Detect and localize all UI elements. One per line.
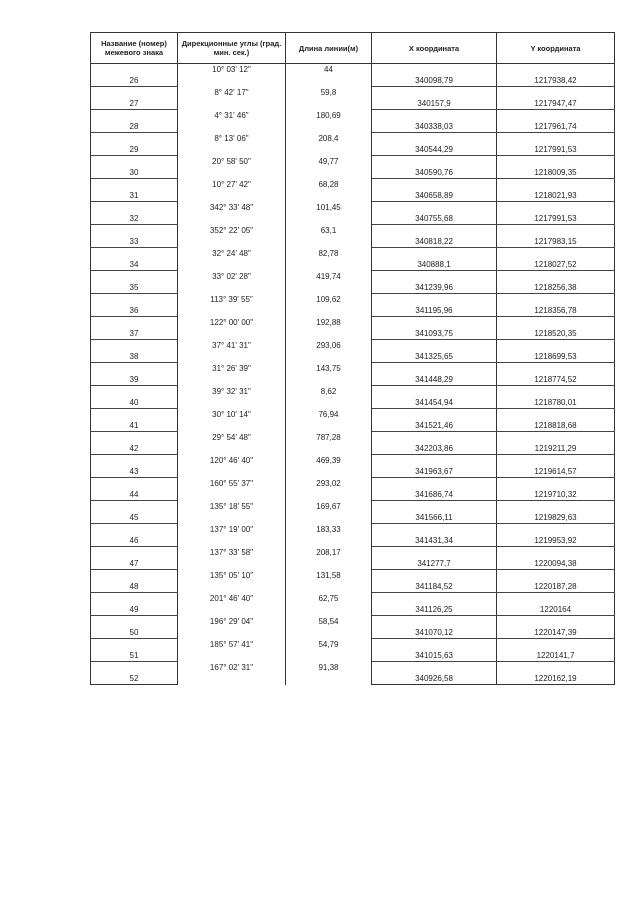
point-row <box>91 144 615 156</box>
direction-angle: 196° 29' 04" <box>178 616 286 628</box>
y-coordinate: 1220094,38 <box>497 558 615 570</box>
segment-row <box>91 271 615 283</box>
marker-name: 41 <box>91 420 178 432</box>
y-coordinate: 1219211,29 <box>497 443 615 455</box>
line-length: 62,75 <box>286 593 372 605</box>
direction-angle: 37° 41' 31" <box>178 340 286 352</box>
x-coordinate: 341566,11 <box>372 512 497 524</box>
point-row <box>91 627 615 639</box>
segment-row <box>91 156 615 168</box>
y-coordinate: 1218818,68 <box>497 420 615 432</box>
point-row <box>91 305 615 317</box>
line-length: 183,33 <box>286 524 372 536</box>
x-coordinate: 340818,22 <box>372 236 497 248</box>
line-length: 58,54 <box>286 616 372 628</box>
x-coordinate: 341521,46 <box>372 420 497 432</box>
direction-angle: 8° 42' 17" <box>178 87 286 99</box>
segment-row <box>91 248 615 260</box>
x-coordinate: 341325,65 <box>372 351 497 363</box>
y-coordinate: 1218009,35 <box>497 167 615 179</box>
y-coordinate: 1219829,63 <box>497 512 615 524</box>
x-coordinate: 341277,7 <box>372 558 497 570</box>
y-coordinate: 1219614,57 <box>497 466 615 478</box>
y-coordinate: 1217961,74 <box>497 121 615 133</box>
y-coordinate: 1218021,93 <box>497 190 615 202</box>
direction-angle: 113° 39' 55" <box>178 294 286 306</box>
point-row <box>91 581 615 593</box>
marker-name: 31 <box>91 190 178 202</box>
direction-angle: 32° 24' 48" <box>178 248 286 260</box>
y-coordinate: 1220164 <box>497 604 615 616</box>
y-coordinate: 1218699,53 <box>497 351 615 363</box>
segment-row <box>91 294 615 306</box>
line-length: 143,75 <box>286 363 372 375</box>
marker-name: 32 <box>91 213 178 225</box>
x-coordinate: 341184,52 <box>372 581 497 593</box>
direction-angle: 201° 46' 40" <box>178 593 286 605</box>
segment-row <box>91 87 615 99</box>
point-row <box>91 535 615 547</box>
marker-name: 35 <box>91 282 178 294</box>
segment-row <box>91 409 615 421</box>
y-coordinate: 1217938,42 <box>497 75 615 87</box>
line-length: 169,67 <box>286 501 372 513</box>
point-row <box>91 420 615 432</box>
x-coordinate: 340544,29 <box>372 144 497 156</box>
point-row <box>91 213 615 225</box>
segment-row <box>91 570 615 582</box>
direction-angle: 33° 02' 28" <box>178 271 286 283</box>
y-coordinate: 1220162,19 <box>497 673 615 685</box>
direction-angle: 137° 19' 00" <box>178 524 286 536</box>
line-length: 44 <box>286 64 372 76</box>
segment-row <box>91 386 615 398</box>
segment-row <box>91 432 615 444</box>
point-row <box>91 443 615 455</box>
marker-name: 27 <box>91 98 178 110</box>
marker-name: 39 <box>91 374 178 386</box>
y-coordinate: 1218520,35 <box>497 328 615 340</box>
y-coordinate: 1220147,39 <box>497 627 615 639</box>
y-coordinate: 1217991,53 <box>497 213 615 225</box>
marker-name: 38 <box>91 351 178 363</box>
line-length: 59,8 <box>286 87 372 99</box>
direction-angle: 39° 32' 31" <box>178 386 286 398</box>
line-length: 54,79 <box>286 639 372 651</box>
line-length: 109,62 <box>286 294 372 306</box>
x-coordinate: 340926,58 <box>372 673 497 685</box>
segment-row <box>91 593 615 605</box>
segment-row <box>91 317 615 329</box>
direction-angle: 4° 31' 46" <box>178 110 286 122</box>
marker-name: 30 <box>91 167 178 179</box>
point-row <box>91 75 615 87</box>
direction-angle: 29° 54' 48" <box>178 432 286 444</box>
point-row <box>91 604 615 616</box>
marker-name: 26 <box>91 75 178 87</box>
point-row <box>91 259 615 271</box>
line-length: 208,17 <box>286 547 372 559</box>
header-y-coordinate: Y координата <box>497 33 615 64</box>
x-coordinate: 341093,75 <box>372 328 497 340</box>
marker-name: 51 <box>91 650 178 662</box>
segment-row <box>91 64 615 76</box>
point-row <box>91 397 615 409</box>
direction-angle: 342° 33' 48" <box>178 202 286 214</box>
direction-angle: 137° 33' 58" <box>178 547 286 559</box>
line-length: 419,74 <box>286 271 372 283</box>
marker-name: 48 <box>91 581 178 593</box>
x-coordinate: 340098,79 <box>372 75 497 87</box>
direction-angle: 8° 13' 06" <box>178 133 286 145</box>
x-coordinate: 340338,03 <box>372 121 497 133</box>
marker-name: 36 <box>91 305 178 317</box>
line-length: 131,58 <box>286 570 372 582</box>
direction-angle: 122° 00' 00" <box>178 317 286 329</box>
point-row <box>91 512 615 524</box>
y-coordinate: 1220187,28 <box>497 581 615 593</box>
line-length: 91,38 <box>286 662 372 674</box>
point-row <box>91 121 615 133</box>
marker-name: 29 <box>91 144 178 156</box>
segment-row <box>91 363 615 375</box>
line-length: 469,39 <box>286 455 372 467</box>
marker-name: 44 <box>91 489 178 501</box>
point-row <box>91 374 615 386</box>
x-coordinate: 340590,76 <box>372 167 497 179</box>
direction-angle: 160° 55' 37" <box>178 478 286 490</box>
header-x-coordinate: X координата <box>372 33 497 64</box>
y-coordinate: 1218774,52 <box>497 374 615 386</box>
y-coordinate: 1217947,47 <box>497 98 615 110</box>
marker-name: 33 <box>91 236 178 248</box>
point-row <box>91 190 615 202</box>
y-coordinate: 1218256,38 <box>497 282 615 294</box>
line-length: 293,06 <box>286 340 372 352</box>
segment-row <box>91 133 615 145</box>
direction-angle: 120° 46' 40" <box>178 455 286 467</box>
marker-name: 34 <box>91 259 178 271</box>
marker-name: 49 <box>91 604 178 616</box>
direction-angle: 135° 18' 55" <box>178 501 286 513</box>
segment-row <box>91 547 615 559</box>
segment-row <box>91 501 615 513</box>
direction-angle: 31° 26' 39" <box>178 363 286 375</box>
marker-name: 50 <box>91 627 178 639</box>
x-coordinate: 340888,1 <box>372 259 497 271</box>
y-coordinate: 1220141,7 <box>497 650 615 662</box>
x-coordinate: 341431,34 <box>372 535 497 547</box>
boundary-coordinates-table <box>90 32 615 685</box>
y-coordinate: 1218027,52 <box>497 259 615 271</box>
x-coordinate: 341195,96 <box>372 305 497 317</box>
table-header-row <box>91 33 615 64</box>
point-row <box>91 98 615 110</box>
marker-name: 42 <box>91 443 178 455</box>
x-coordinate: 341070,12 <box>372 627 497 639</box>
y-coordinate: 1218356,78 <box>497 305 615 317</box>
header-marker-name: Название (номер) межевого знака <box>91 33 178 64</box>
line-length: 68,28 <box>286 179 372 191</box>
point-row <box>91 673 615 685</box>
segment-row <box>91 616 615 628</box>
marker-name: 40 <box>91 397 178 409</box>
segment-row <box>91 225 615 237</box>
line-length: 787,28 <box>286 432 372 444</box>
direction-angle: 135° 05' 10" <box>178 570 286 582</box>
direction-angle: 10° 27' 42" <box>178 179 286 191</box>
y-coordinate: 1217991,53 <box>497 144 615 156</box>
marker-name: 46 <box>91 535 178 547</box>
direction-angle: 10° 03' 12" <box>178 64 286 76</box>
x-coordinate: 342203,86 <box>372 443 497 455</box>
x-coordinate: 340755,68 <box>372 213 497 225</box>
segment-row <box>91 639 615 651</box>
x-coordinate: 341686,74 <box>372 489 497 501</box>
point-row <box>91 650 615 662</box>
header-line-length: Длина линии(м) <box>286 33 372 64</box>
point-row <box>91 466 615 478</box>
y-coordinate: 1219953,92 <box>497 535 615 547</box>
line-length: 101,45 <box>286 202 372 214</box>
line-length: 8,62 <box>286 386 372 398</box>
direction-angle: 30° 10' 14" <box>178 409 286 421</box>
y-coordinate: 1218780,01 <box>497 397 615 409</box>
marker-name: 45 <box>91 512 178 524</box>
header-direction-angle: Дирекционные углы (град. мин. сек.) <box>178 33 286 64</box>
point-row <box>91 351 615 363</box>
line-length: 208,4 <box>286 133 372 145</box>
point-row <box>91 558 615 570</box>
x-coordinate: 340658,89 <box>372 190 497 202</box>
line-length: 49,77 <box>286 156 372 168</box>
line-length: 180,69 <box>286 110 372 122</box>
segment-row <box>91 662 615 674</box>
point-row <box>91 489 615 501</box>
segment-row <box>91 455 615 467</box>
line-length: 192,88 <box>286 317 372 329</box>
y-coordinate: 1219710,32 <box>497 489 615 501</box>
y-coordinate: 1217983,15 <box>497 236 615 248</box>
marker-name: 43 <box>91 466 178 478</box>
line-length: 76,94 <box>286 409 372 421</box>
x-coordinate: 341448,29 <box>372 374 497 386</box>
point-row <box>91 328 615 340</box>
x-coordinate: 341454,94 <box>372 397 497 409</box>
table-body <box>91 64 615 685</box>
marker-name: 47 <box>91 558 178 570</box>
segment-row <box>91 340 615 352</box>
direction-angle: 352° 22' 05" <box>178 225 286 237</box>
direction-angle: 167° 02' 31" <box>178 662 286 674</box>
line-length: 82,78 <box>286 248 372 260</box>
segment-row <box>91 110 615 122</box>
segment-row <box>91 179 615 191</box>
x-coordinate: 341126,25 <box>372 604 497 616</box>
point-row <box>91 167 615 179</box>
marker-name: 37 <box>91 328 178 340</box>
direction-angle: 20° 58' 50" <box>178 156 286 168</box>
x-coordinate: 341239,96 <box>372 282 497 294</box>
line-length: 63,1 <box>286 225 372 237</box>
survey-coordinate-sheet <box>90 32 614 685</box>
x-coordinate: 341015,63 <box>372 650 497 662</box>
segment-row <box>91 478 615 490</box>
point-row <box>91 282 615 294</box>
marker-name: 52 <box>91 673 178 685</box>
marker-name: 28 <box>91 121 178 133</box>
x-coordinate: 341963,67 <box>372 466 497 478</box>
line-length: 293,02 <box>286 478 372 490</box>
segment-row <box>91 524 615 536</box>
x-coordinate: 340157,9 <box>372 98 497 110</box>
point-row <box>91 236 615 248</box>
segment-row <box>91 202 615 214</box>
direction-angle: 185° 57' 41" <box>178 639 286 651</box>
